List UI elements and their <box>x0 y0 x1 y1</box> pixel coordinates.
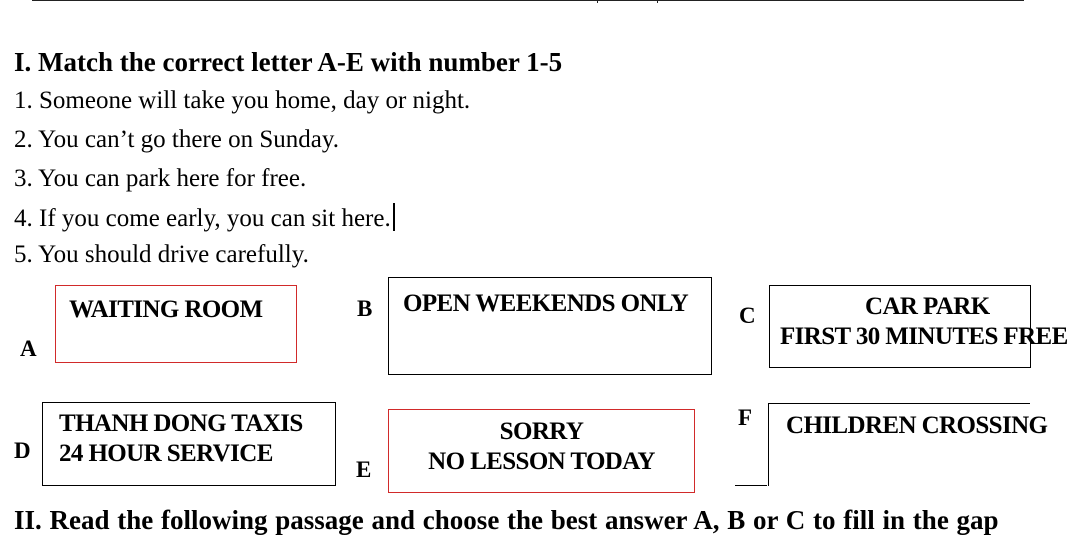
sign-f-box <box>768 403 1048 486</box>
sign-d-line-1: THANH DONG TAXIS <box>59 410 303 437</box>
sign-letter-d: D <box>14 438 31 463</box>
question-3: 3. You can park here for free. <box>14 165 307 192</box>
question-1: 1. Someone will take you home, day or night. <box>14 87 471 114</box>
section-2-heading: II. Read the following passage and choose the best answer A, B or C to fill in the gap <box>14 505 999 535</box>
question-4[interactable] <box>14 203 395 233</box>
sign-letter-a: A <box>20 336 37 361</box>
sign-d-box <box>42 402 336 486</box>
sign-c-line-1: CAR PARK <box>865 293 990 320</box>
sign-letter-e: E <box>356 457 372 482</box>
sign-b-line-1: OPEN WEEKENDS ONLY <box>403 290 689 317</box>
sign-c-line-2: FIRST 30 MINUTES FREE <box>780 323 1068 350</box>
sign-e-box <box>388 409 695 493</box>
sign-a-line-1: WAITING ROOM <box>69 296 263 323</box>
sign-e-line-1: SORRY <box>499 418 584 445</box>
sign-letter-f: F <box>738 405 753 430</box>
sign-d-line-2: 24 HOUR SERVICE <box>59 440 273 467</box>
sign-f-underline <box>735 485 767 486</box>
top-rule <box>32 0 1024 3</box>
section-1-heading: I. Match the correct letter A-E with number 1-5 <box>14 47 563 77</box>
sign-a-box <box>55 285 297 363</box>
sign-f-line-1: CHILDREN CROSSING <box>786 412 1048 439</box>
question-5: 5. You should drive carefully. <box>14 241 309 268</box>
question-2: 2. You can’t go there on Sunday. <box>14 126 339 153</box>
question-4-text: 4. If you come early, you can sit here. <box>14 205 391 232</box>
sign-letter-b: B <box>357 296 373 321</box>
sign-letter-c: C <box>739 303 756 328</box>
text-cursor <box>393 203 395 231</box>
sign-b-box <box>388 277 712 375</box>
sign-c-box <box>769 285 1068 368</box>
sign-e-line-2: NO LESSON TODAY <box>428 448 655 475</box>
